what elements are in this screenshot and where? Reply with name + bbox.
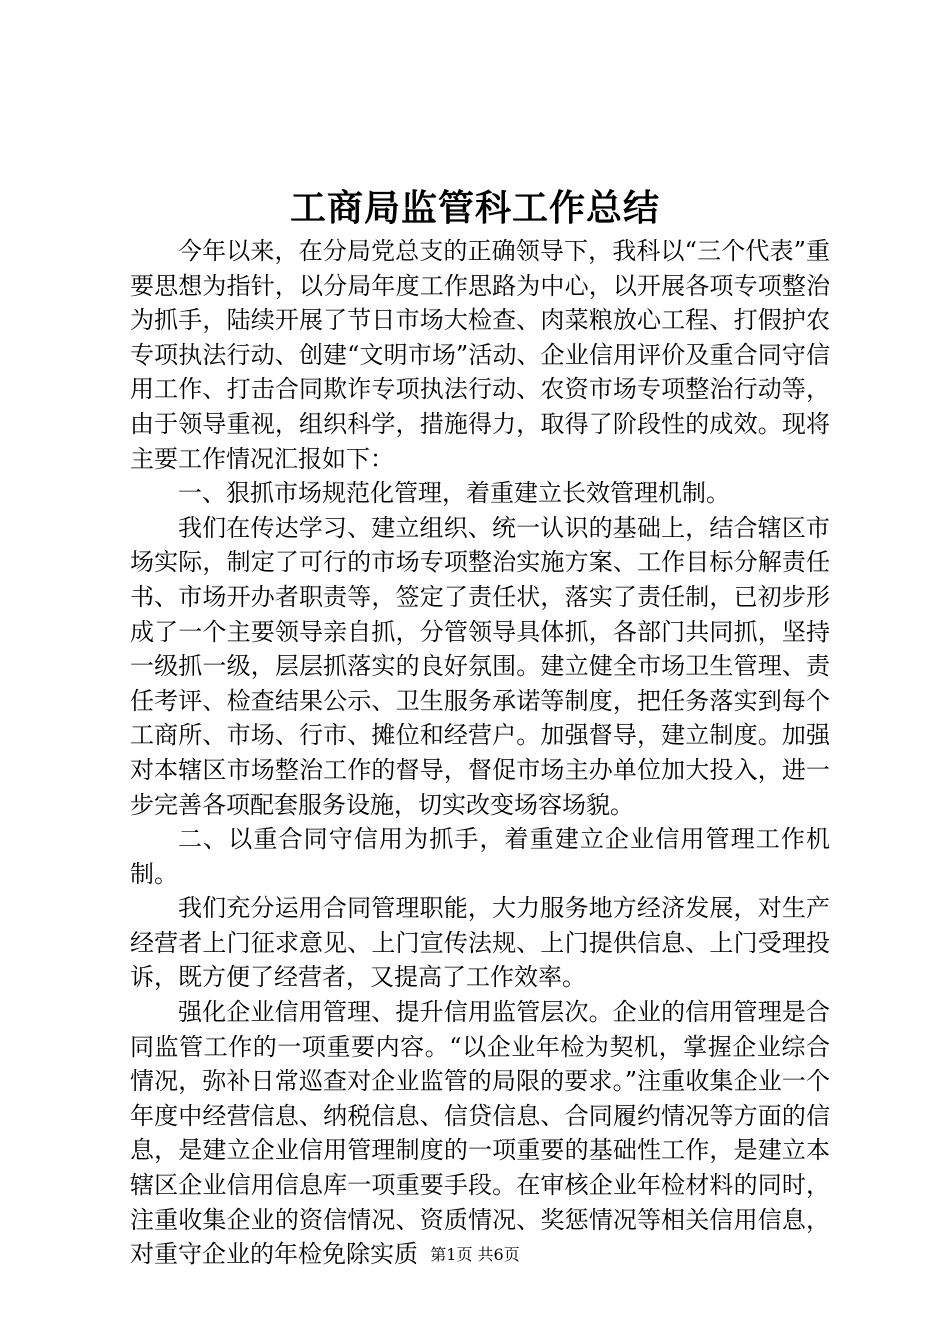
paragraph-contract-service: 我们充分运用合同管理职能，大力服务地方经济发展，对生产经营者上门征求意见、上门宣传法规、上门提供信息、上门受理投诉，既方便了经营者，又提高了工作效率。 [130, 894, 830, 992]
document-body [130, 234, 830, 1272]
paragraph-market-management: 我们在传达学习、建立组织、统一认识的基础上，结合辖区市场实际，制定了可行的市场专项整治实施方案、工作目标分解责任书、市场开办者职责等，签定了责任状，落实了责任制，已初步形成了一个主要领导亲自抓，分管领导具体抓，各部门共同抓，坚持一级抓一级，层层抓落实的良好氛围。建立健全市场卫生管理、责任考评、检查结果公示、卫生服务承诺等制度，把任务落实到每个工商所、市场、行市、摊位和经营户。加强督导，建立制度。加强对本辖区市场整治工作的督导，督促市场主办单位加大投入，进一步完善各项配套服务设施，切实改变场容场貌。 [130, 513, 830, 819]
paragraph-heading-2: 二、以重合同守信用为抓手，着重建立企业信用管理工作机制。 [130, 825, 830, 888]
page-number-footer: 第1页 共6页 [430, 1245, 520, 1264]
paragraph-credit-management: 强化企业信用管理、提升信用监管层次。企业的信用管理是合同监管工作的一项重要内容。“以企业年检为契机，掌握企业综合情况，弥补日常巡查对企业监管的局限的要求。”注重收集企业一个年度中经营信息、纳税信息、信贷信息、合同履约情况等方面的信息，是建立企业信用管理制度的一项重要的基础性工作，是建立本辖区企业信用信息库一项重要手段。在审核企业年检材料的同时，注重收集企业的资信情况、资质情况、奖惩情况等相关信用信息，对重守企业的年检免除实质 [130, 998, 830, 1269]
paragraph-heading-1: 一、狠抓市场规范化管理，着重建立长效管理机制。 [178, 479, 730, 508]
paragraph-intro: 今年以来，在分局党总支的正确领导下，我科以“三个代表”重要思想为指针，以分局年度工作思路为中心，以开展各项专项整治为抓手，陆续开展了节日市场大检查、肉菜粮放心工程、打假护农专项执法行动、创建“文明市场”活动、企业信用评价及重合同守信用工作、打击合同欺诈专项执法行动、农资市场专项整治行动等，由于领导重视，组织科学，措施得力，取得了阶段性的成效。现将主要工作情况汇报如下： [130, 237, 830, 473]
document-title: 工商局监管科工作总结 [289, 187, 660, 229]
